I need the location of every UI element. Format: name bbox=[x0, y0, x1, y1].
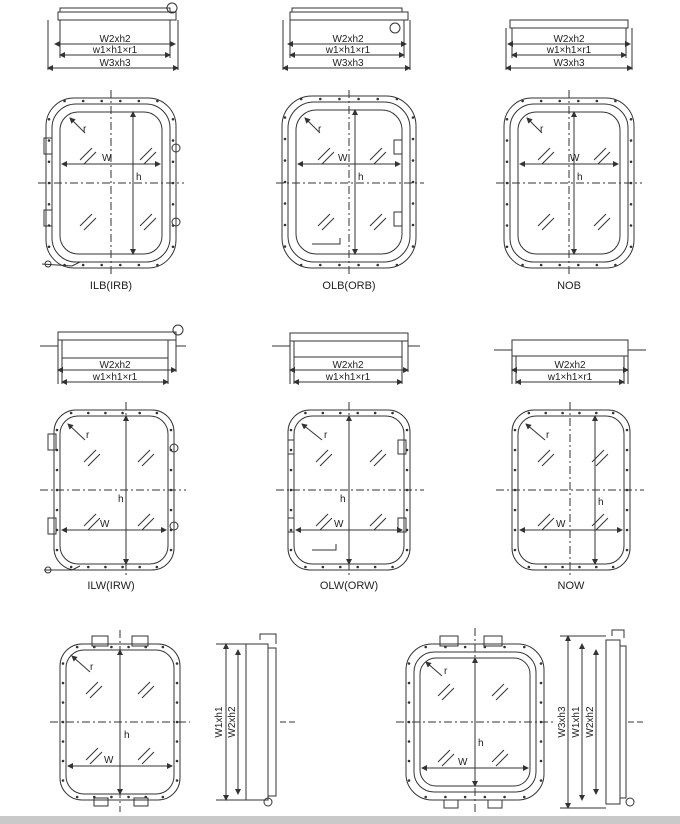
dim-w2h2: W2xh2 bbox=[99, 34, 131, 45]
bolt-dot bbox=[162, 796, 165, 799]
bolt-dot bbox=[514, 509, 517, 512]
bolt-dot bbox=[127, 646, 130, 649]
bolt-dot bbox=[626, 549, 629, 552]
dim-h: h bbox=[598, 497, 604, 508]
bolt-dot bbox=[62, 740, 65, 743]
bolt-dot bbox=[412, 181, 415, 184]
bolt-dot bbox=[406, 529, 409, 532]
window-front-bottom-left bbox=[50, 630, 190, 812]
bolt-dot bbox=[170, 449, 173, 452]
bolt-dot bbox=[376, 98, 379, 101]
bolt-dot bbox=[176, 682, 179, 685]
dim-r: r bbox=[83, 124, 87, 135]
bolt-dot bbox=[408, 760, 411, 763]
bolt-dot bbox=[110, 796, 113, 799]
bolt-dot bbox=[484, 796, 487, 799]
bolt-dot bbox=[170, 429, 173, 432]
dim-w2h2: W2xh2 bbox=[332, 360, 364, 371]
bolt-dot bbox=[514, 549, 517, 552]
dim-W3xh3: W3xh3 bbox=[557, 706, 568, 738]
bolt-dot bbox=[578, 566, 581, 569]
bolt-dot bbox=[119, 264, 122, 267]
bolt-dot bbox=[412, 224, 415, 227]
bolt-dot bbox=[48, 160, 51, 163]
bolt-dot bbox=[630, 224, 633, 227]
bolt-dot bbox=[176, 701, 179, 704]
dim-w1h1r1: w1×h1×r1 bbox=[325, 372, 371, 383]
bolt-dot bbox=[138, 264, 141, 267]
dim-h: h bbox=[577, 172, 583, 183]
bolt-dot bbox=[172, 203, 175, 206]
bolt-dot bbox=[76, 796, 79, 799]
bolt-dot bbox=[514, 469, 517, 472]
bolt-dot bbox=[406, 489, 409, 492]
bolt-dot bbox=[48, 245, 51, 248]
bolt-dot bbox=[540, 100, 543, 103]
bolt-dot bbox=[62, 701, 65, 704]
bolt-dot bbox=[374, 412, 377, 415]
bolt-dot bbox=[408, 682, 411, 685]
dim-W2xh2: W2xh2 bbox=[227, 706, 238, 738]
bolt-dot bbox=[630, 118, 633, 121]
bolt-dot bbox=[612, 412, 615, 415]
bolt-dot bbox=[630, 245, 633, 248]
bolt-dot bbox=[87, 566, 90, 569]
bolt-dot bbox=[521, 100, 524, 103]
dim-w1h1r1: w1×h1×r1 bbox=[546, 45, 592, 56]
bolt-dot bbox=[408, 779, 411, 782]
bolt-dot bbox=[82, 100, 85, 103]
bolt-dot bbox=[357, 98, 360, 101]
dim-W1xh1: W1xh1 bbox=[571, 706, 582, 738]
bolt-dot bbox=[444, 646, 447, 649]
bolt-dot bbox=[284, 159, 287, 162]
bolt-dot bbox=[172, 160, 175, 163]
bolt-dot bbox=[406, 449, 409, 452]
bolt-dot bbox=[614, 264, 617, 267]
bolt-dot bbox=[156, 100, 159, 103]
bolt-dot bbox=[62, 779, 65, 782]
bolt-dot bbox=[110, 646, 113, 649]
bolt-dot bbox=[612, 566, 615, 569]
bolt-dot bbox=[577, 264, 580, 267]
bolt-dot bbox=[144, 796, 147, 799]
bolt-dot bbox=[87, 412, 90, 415]
bolt-dot bbox=[56, 509, 59, 512]
section-view-ilw bbox=[40, 325, 186, 384]
dim-w1h1r1: w1×h1×r1 bbox=[547, 372, 593, 383]
bolt-dot bbox=[357, 264, 360, 267]
bolt-dot bbox=[595, 412, 598, 415]
bolt-dot bbox=[506, 182, 509, 185]
bolt-dot bbox=[284, 181, 287, 184]
dim-r: r bbox=[90, 662, 94, 673]
bolt-dot bbox=[290, 489, 293, 492]
dim-W: W bbox=[104, 755, 114, 766]
label-ilw: ILW(IRW) bbox=[87, 580, 135, 592]
bolt-dot bbox=[170, 529, 173, 532]
bolt-dot bbox=[339, 412, 342, 415]
bolt-dot bbox=[412, 159, 415, 162]
section-view-now bbox=[494, 340, 646, 384]
bolt-dot bbox=[514, 449, 517, 452]
bolt-dot bbox=[290, 509, 293, 512]
bolt-dot bbox=[162, 646, 165, 649]
bolt-dot bbox=[284, 116, 287, 119]
side-view-bottom-left bbox=[214, 634, 296, 806]
bolt-dot bbox=[540, 264, 543, 267]
dim-w3h3: W3xh3 bbox=[332, 58, 364, 69]
dim-W: W bbox=[556, 519, 566, 530]
bolt-dot bbox=[121, 566, 124, 569]
bolt-dot bbox=[630, 182, 633, 185]
bolt-dot bbox=[626, 469, 629, 472]
bolt-dot bbox=[127, 796, 130, 799]
bolt-dot bbox=[503, 796, 506, 799]
dim-r: r bbox=[318, 124, 322, 135]
bolt-dot bbox=[595, 566, 598, 569]
bolt-dot bbox=[412, 245, 415, 248]
bolt-dot bbox=[170, 469, 173, 472]
window-front-olb bbox=[276, 90, 424, 275]
bolt-dot bbox=[406, 469, 409, 472]
bolt-dot bbox=[62, 721, 65, 724]
bolt-dot bbox=[138, 100, 141, 103]
dim-h: h bbox=[124, 730, 130, 741]
bolt-dot bbox=[558, 264, 561, 267]
bolt-dot bbox=[100, 100, 103, 103]
bolt-dot bbox=[523, 796, 526, 799]
bolt-dot bbox=[614, 100, 617, 103]
bolt-dot bbox=[172, 139, 175, 142]
bolt-dot bbox=[523, 646, 526, 649]
bolt-dot bbox=[170, 489, 173, 492]
bolt-dot bbox=[408, 662, 411, 665]
bolt-dot bbox=[176, 721, 179, 724]
section-view-ilb bbox=[48, 3, 178, 70]
bolt-dot bbox=[290, 469, 293, 472]
label-olw: OLW(ORW) bbox=[319, 580, 379, 592]
bolt-dot bbox=[56, 449, 59, 452]
bolt-dot bbox=[540, 760, 543, 763]
label-nob: NOB bbox=[557, 280, 581, 292]
bolt-dot bbox=[82, 264, 85, 267]
bolt-dot bbox=[170, 509, 173, 512]
bolt-dot bbox=[322, 566, 325, 569]
bolt-dot bbox=[596, 264, 599, 267]
window-front-ilw bbox=[40, 402, 186, 578]
bolt-dot bbox=[626, 509, 629, 512]
bolt-dot bbox=[338, 98, 341, 101]
bolt-dot bbox=[506, 160, 509, 163]
bolt-dot bbox=[506, 224, 509, 227]
bolt-dot bbox=[93, 646, 96, 649]
bolt-dot bbox=[119, 100, 122, 103]
bolt-dot bbox=[62, 662, 65, 665]
bolt-dot bbox=[540, 740, 543, 743]
bolt-dot bbox=[412, 116, 415, 119]
bolt-dot bbox=[176, 662, 179, 665]
bolt-dot bbox=[121, 412, 124, 415]
bolt-dot bbox=[558, 100, 561, 103]
bolt-dot bbox=[100, 264, 103, 267]
bolt-dot bbox=[319, 98, 322, 101]
dim-r: r bbox=[324, 430, 328, 441]
bolt-dot bbox=[284, 138, 287, 141]
bolt-dot bbox=[48, 118, 51, 121]
bolt-dot bbox=[62, 682, 65, 685]
bolt-dot bbox=[56, 429, 59, 432]
bolt-dot bbox=[626, 489, 629, 492]
bolt-dot bbox=[630, 203, 633, 206]
dim-w3h3: W3xh3 bbox=[553, 58, 585, 69]
bolt-dot bbox=[596, 100, 599, 103]
bolt-dot bbox=[464, 796, 467, 799]
bolt-dot bbox=[356, 412, 359, 415]
bolt-dot bbox=[506, 203, 509, 206]
bolt-dot bbox=[338, 264, 341, 267]
bolt-dot bbox=[424, 646, 427, 649]
bolt-dot bbox=[406, 549, 409, 552]
bolt-dot bbox=[172, 182, 175, 185]
dim-r: r bbox=[540, 124, 544, 135]
bolt-dot bbox=[506, 245, 509, 248]
bolt-dot bbox=[176, 760, 179, 763]
bolt-dot bbox=[540, 682, 543, 685]
bolt-dot bbox=[408, 740, 411, 743]
dim-w3h3: W3xh3 bbox=[99, 58, 131, 69]
bolt-dot bbox=[172, 118, 175, 121]
bolt-dot bbox=[521, 264, 524, 267]
bolt-dot bbox=[464, 646, 467, 649]
bolt-dot bbox=[540, 662, 543, 665]
bolt-dot bbox=[544, 412, 547, 415]
bolt-dot bbox=[284, 202, 287, 205]
dim-w2h2: W2xh2 bbox=[554, 360, 586, 371]
bolt-dot bbox=[63, 100, 66, 103]
bolt-dot bbox=[48, 182, 51, 185]
bolt-dot bbox=[412, 138, 415, 141]
bolt-dot bbox=[540, 779, 543, 782]
bolt-dot bbox=[156, 264, 159, 267]
bolt-dot bbox=[630, 160, 633, 163]
bottom-bar bbox=[0, 816, 680, 824]
dim-h: h bbox=[478, 738, 484, 749]
label-ilb: ILB(IRB) bbox=[89, 280, 133, 292]
bolt-dot bbox=[284, 245, 287, 248]
bolt-dot bbox=[396, 98, 399, 101]
dim-w2h2: W2xh2 bbox=[99, 360, 131, 371]
bolt-dot bbox=[170, 549, 173, 552]
bolt-dot bbox=[300, 98, 303, 101]
bolt-dot bbox=[408, 721, 411, 724]
dim-W: W bbox=[334, 519, 344, 530]
section-view-olb bbox=[283, 8, 410, 70]
bolt-dot bbox=[76, 646, 79, 649]
bolt-dot bbox=[626, 529, 629, 532]
section-view-olw bbox=[272, 333, 420, 384]
label-now: NOW bbox=[557, 580, 585, 592]
dim-w1h1r1: w1×h1×r1 bbox=[92, 372, 138, 383]
bolt-dot bbox=[56, 529, 59, 532]
bolt-dot bbox=[626, 449, 629, 452]
dim-W: W bbox=[570, 153, 580, 164]
bolt-dot bbox=[514, 529, 517, 532]
dim-W: W bbox=[102, 153, 112, 164]
bolt-dot bbox=[391, 412, 394, 415]
bolt-dot bbox=[290, 549, 293, 552]
bolt-dot bbox=[561, 412, 564, 415]
bolt-dot bbox=[138, 412, 141, 415]
bolt-dot bbox=[56, 549, 59, 552]
dim-W1xh1: W1xh1 bbox=[214, 706, 225, 738]
bolt-dot bbox=[176, 779, 179, 782]
bolt-dot bbox=[406, 509, 409, 512]
dim-W: W bbox=[458, 757, 468, 768]
bolt-dot bbox=[514, 489, 517, 492]
section-view-nob bbox=[506, 20, 632, 70]
bolt-dot bbox=[290, 429, 293, 432]
bolt-dot bbox=[70, 566, 73, 569]
bolt-dot bbox=[391, 566, 394, 569]
bolt-dot bbox=[408, 701, 411, 704]
bolt-dot bbox=[630, 139, 633, 142]
label-olb: OLB(ORB) bbox=[322, 280, 376, 292]
bolt-dot bbox=[396, 264, 399, 267]
bolt-dot bbox=[172, 245, 175, 248]
bolt-dot bbox=[376, 264, 379, 267]
bolt-dot bbox=[172, 224, 175, 227]
bolt-dot bbox=[48, 203, 51, 206]
bolt-dot bbox=[544, 566, 547, 569]
dim-h: h bbox=[340, 494, 346, 505]
window-front-olw bbox=[276, 402, 424, 578]
dim-w1h1r1: w1×h1×r1 bbox=[325, 45, 371, 56]
bolt-dot bbox=[138, 566, 141, 569]
bolt-dot bbox=[424, 796, 427, 799]
bolt-dot bbox=[156, 412, 159, 415]
bolt-dot bbox=[406, 429, 409, 432]
bolt-dot bbox=[104, 412, 107, 415]
bolt-dot bbox=[290, 449, 293, 452]
dim-w2h2: W2xh2 bbox=[553, 34, 585, 45]
bolt-dot bbox=[577, 100, 580, 103]
bolt-dot bbox=[62, 760, 65, 763]
dim-h: h bbox=[118, 494, 124, 505]
dim-w2h2: W2xh2 bbox=[332, 34, 364, 45]
bolt-dot bbox=[503, 646, 506, 649]
bolt-dot bbox=[540, 721, 543, 724]
bolt-dot bbox=[444, 796, 447, 799]
dim-w1h1r1: w1×h1×r1 bbox=[92, 45, 138, 56]
bolt-dot bbox=[48, 224, 51, 227]
bolt-dot bbox=[412, 202, 415, 205]
bolt-dot bbox=[284, 224, 287, 227]
dim-h: h bbox=[136, 172, 142, 183]
dim-W: W bbox=[338, 153, 348, 164]
window-front-ilb bbox=[38, 90, 184, 275]
side-view-bottom-right bbox=[557, 630, 644, 808]
bolt-dot bbox=[104, 566, 107, 569]
dim-r: r bbox=[546, 430, 550, 441]
bolt-dot bbox=[578, 412, 581, 415]
bolt-dot bbox=[514, 429, 517, 432]
bolt-dot bbox=[156, 566, 159, 569]
window-front-bottom-right bbox=[396, 628, 554, 812]
dim-W: W bbox=[100, 519, 110, 530]
bolt-dot bbox=[528, 412, 531, 415]
bolt-dot bbox=[300, 264, 303, 267]
dim-h: h bbox=[358, 172, 364, 183]
bolt-dot bbox=[540, 701, 543, 704]
dim-r: r bbox=[86, 430, 90, 441]
bolt-dot bbox=[304, 566, 307, 569]
bolt-dot bbox=[561, 566, 564, 569]
bolt-dot bbox=[70, 412, 73, 415]
bolt-dot bbox=[528, 566, 531, 569]
bolt-dot bbox=[322, 412, 325, 415]
dim-r: r bbox=[444, 666, 448, 677]
bolt-dot bbox=[56, 469, 59, 472]
bolt-dot bbox=[506, 118, 509, 121]
bolt-dot bbox=[626, 429, 629, 432]
bolt-dot bbox=[506, 139, 509, 142]
bolt-dot bbox=[484, 646, 487, 649]
bolt-dot bbox=[176, 740, 179, 743]
bolt-dot bbox=[48, 139, 51, 142]
dim-W2xh2: W2xh2 bbox=[585, 706, 596, 738]
bolt-dot bbox=[304, 412, 307, 415]
window-front-now bbox=[496, 402, 644, 578]
bolt-dot bbox=[93, 796, 96, 799]
bolt-dot bbox=[290, 529, 293, 532]
bolt-dot bbox=[356, 566, 359, 569]
bolt-dot bbox=[374, 566, 377, 569]
bolt-dot bbox=[144, 646, 147, 649]
bolt-dot bbox=[339, 566, 342, 569]
bolt-dot bbox=[319, 264, 322, 267]
window-front-nob bbox=[496, 90, 642, 275]
bolt-dot bbox=[63, 264, 66, 267]
bolt-dot bbox=[56, 489, 59, 492]
